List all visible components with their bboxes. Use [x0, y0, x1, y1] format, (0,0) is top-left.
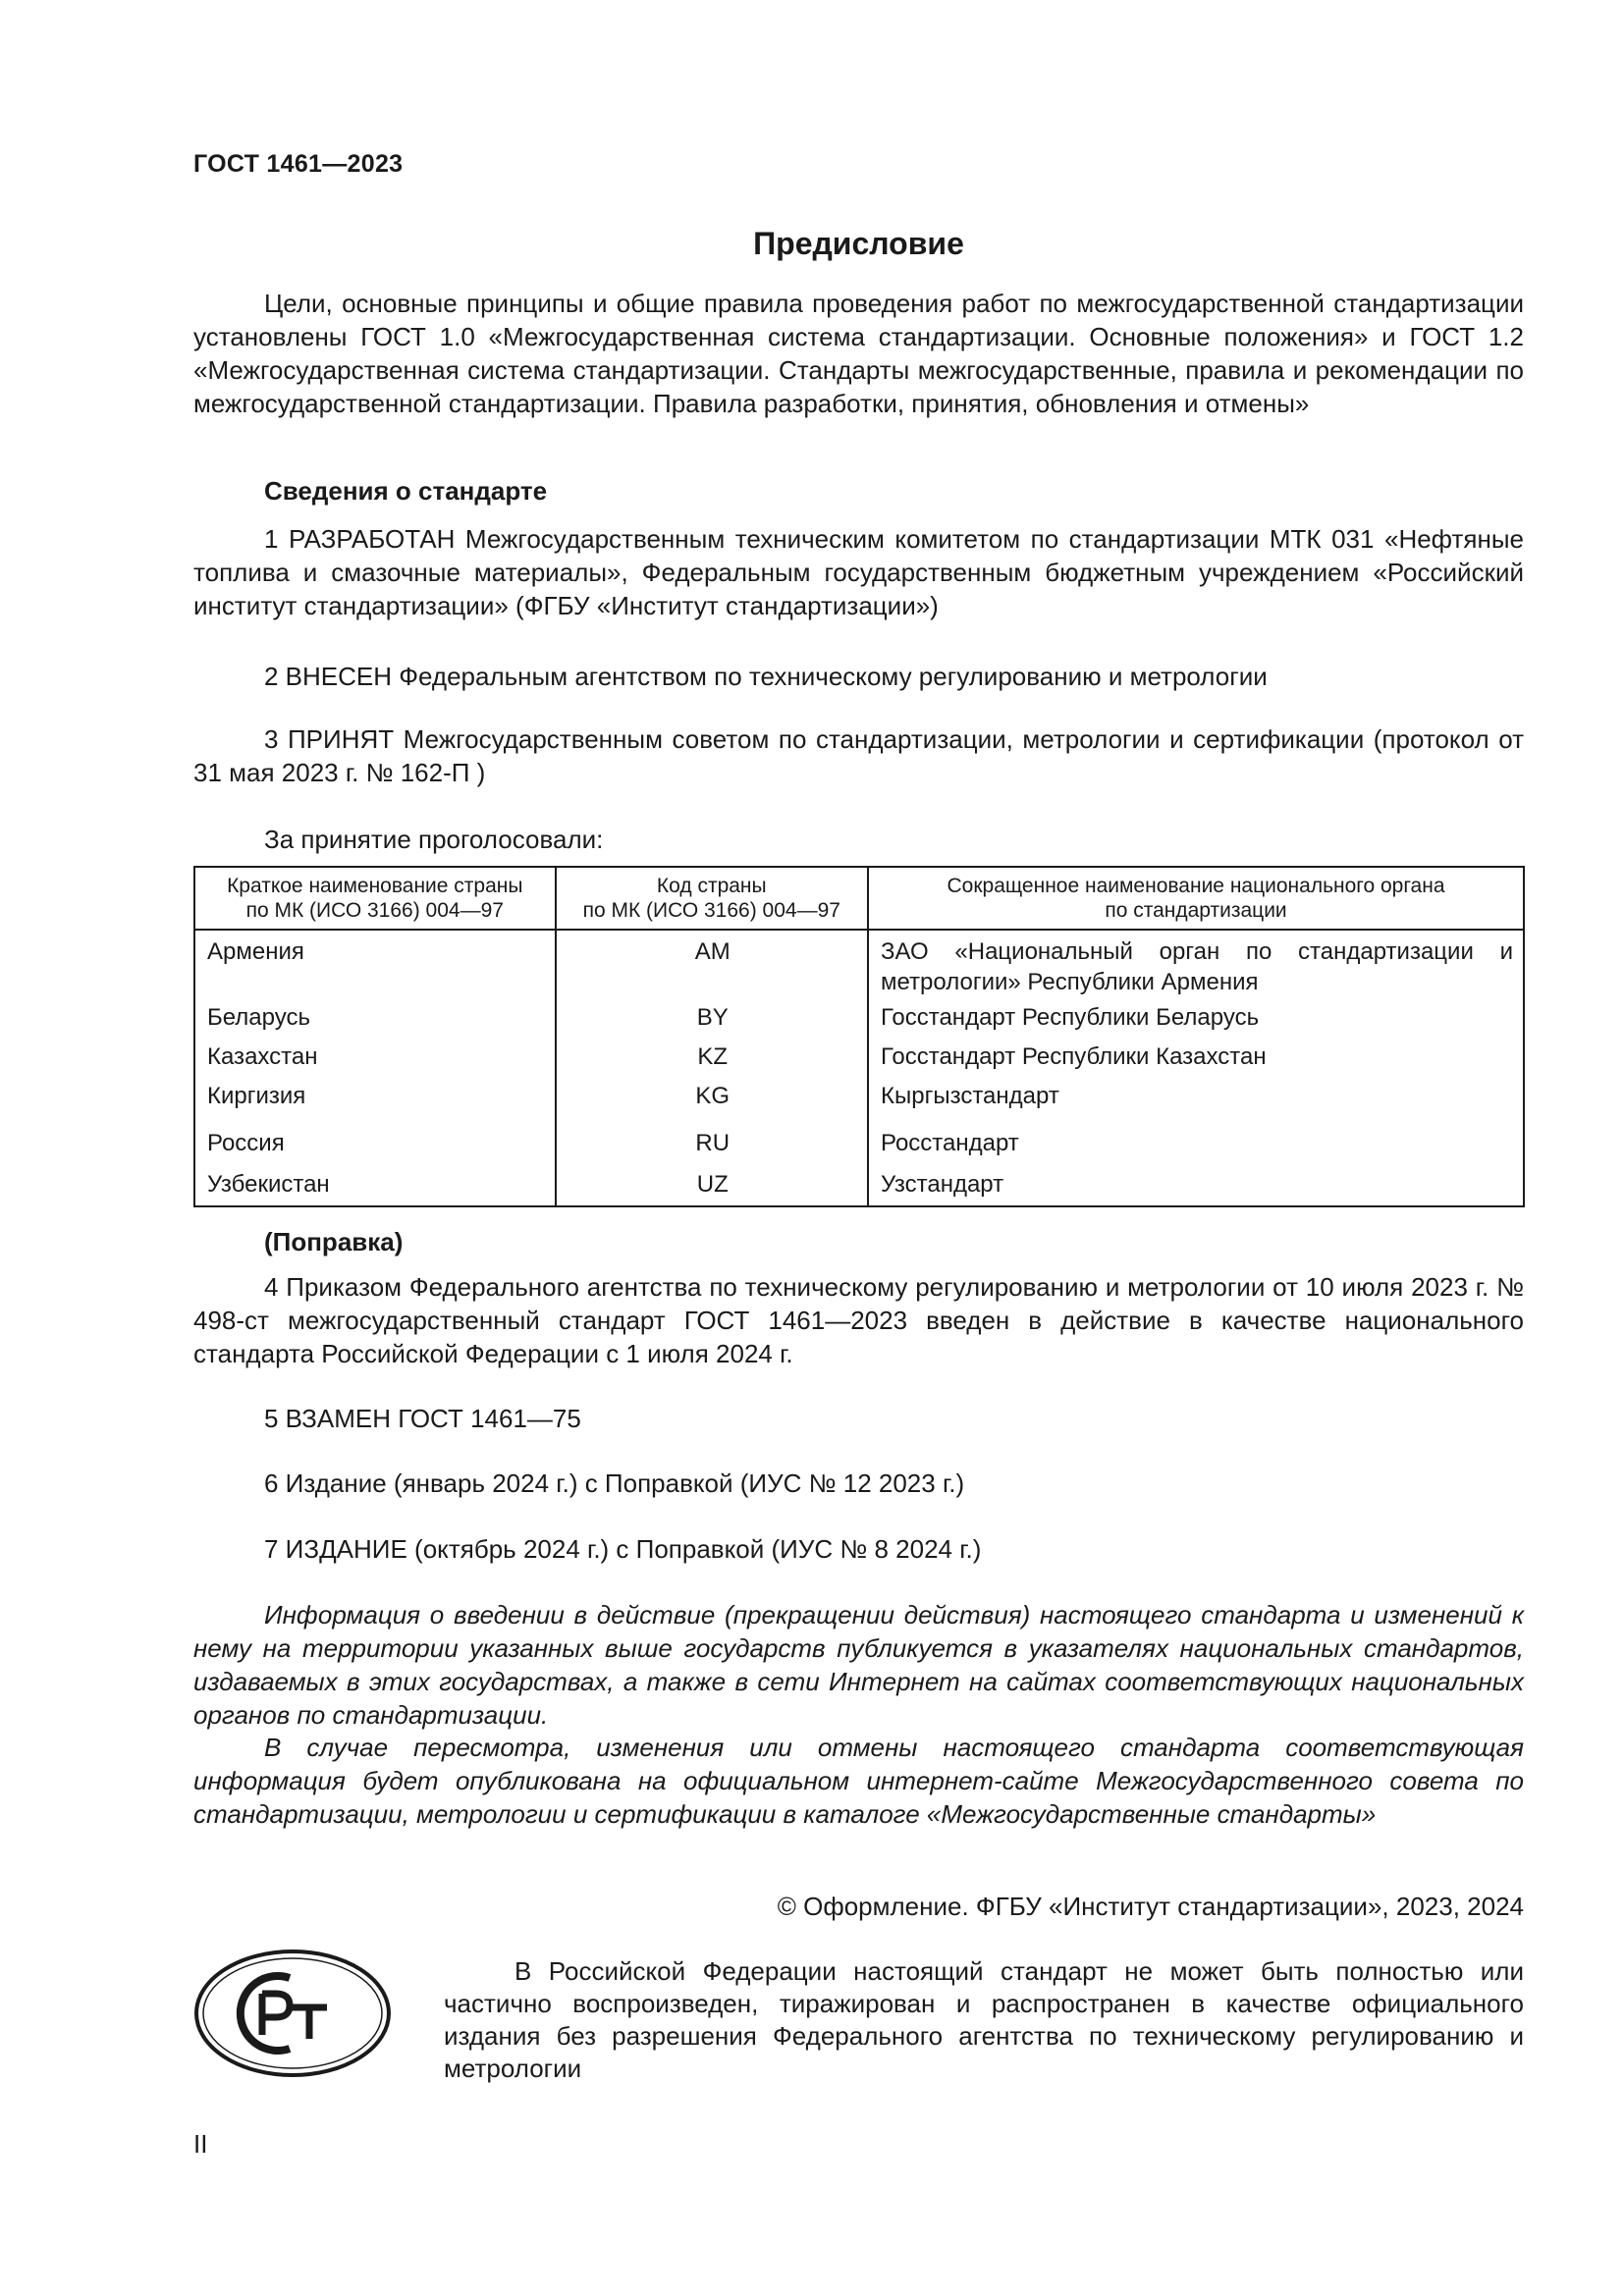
- table-row: [194, 930, 1524, 1000]
- header-country: [194, 867, 556, 930]
- logo-t-mark: [292, 2007, 327, 2039]
- item-6: 6 Издание (январь 2024 г.) с Поправкой (ИУС № 12 2023 г.): [264, 1468, 965, 1498]
- table-header-row: [194, 867, 1524, 930]
- header-code-line2: по МК (ИСО 3166) 004—97: [582, 899, 840, 922]
- header-code-line1: Код страны: [656, 875, 767, 897]
- correction-label: (Поправка): [264, 1227, 404, 1256]
- code-cell: KG: [556, 1079, 868, 1126]
- document-page: [193, 0, 1524, 2296]
- item-7: 7 ИЗДАНИЕ (октябрь 2024 г.) с Поправкой (ИУС № 8 2024 г.): [264, 1534, 982, 1564]
- header-org-line1: Сокращенное наименование национального органа: [947, 875, 1445, 897]
- item-4: 4 Приказом Федерального агентства по техническому регулированию и метрологии от 10 июля 2023 г. № 498-ст межгосударственный стандарт ГОСТ 1461—2023 введен в действие в качестве национального стандарта Российской Федерации с 1 июля 2024 г.: [193, 1272, 1524, 1368]
- header-org: [868, 867, 1524, 930]
- table-row: [194, 1079, 1524, 1126]
- item-1: 1 РАЗРАБОТАН Межгосударственным техническим комитетом по стандартизации МТК 031 «Нефтяные топлива и смазочные материалы», Федеральным государственным бюджетным учреждением «Российский институт стандартизации» (ФГБУ «Институт стандартизации»): [193, 524, 1524, 620]
- table-row: [194, 1126, 1524, 1167]
- item-3: 3 ПРИНЯТ Межгосударственным советом по стандартизации, метрологии и сертификации (протокол от 31 мая 2023 г. № 162-П ): [193, 724, 1524, 787]
- code-cell: RU: [556, 1126, 868, 1167]
- table-row: [194, 1167, 1524, 1206]
- logo-inner-ellipse: [203, 1958, 382, 2068]
- country-cell: Беларусь: [194, 1000, 556, 1040]
- reproduction-notice: В Российской Федерации настоящий стандарт не может быть полностью или частично воспроизведен, тиражирован и распространен в качестве официального издания без разрешения Федерального агентства по техническому регулированию и метрологии: [444, 1956, 1524, 2083]
- info-heading: Сведения о стандарте: [264, 476, 548, 506]
- rst-logo: [193, 1949, 392, 2078]
- org-cell: Кыргызстандарт: [868, 1079, 1524, 1126]
- info-note-2: В случае пересмотра, изменения или отмены настоящего стандарта соответствующая информация будет опубликована на официальном интернет-сайте Межгосударственного совета по стандартизации, метрологии и сертификации в каталоге «Межгосударственные стандарты»: [193, 1733, 1524, 1829]
- item-5: 5 ВЗАМЕН ГОСТ 1461—75: [264, 1404, 581, 1433]
- logo-p-mark: [262, 1994, 290, 2035]
- page-number: II: [193, 2129, 208, 2159]
- logo-outer-ellipse: [196, 1951, 389, 2075]
- copyright-line: © Оформление. ФГБУ «Институт стандартизации», 2023, 2024: [777, 1892, 1524, 1921]
- country-cell: Казахстан: [194, 1040, 556, 1079]
- code-cell: AM: [556, 930, 868, 1000]
- org-cell: ЗАО «Национальный орган по стандартизации и метрологии» Республики Армения: [868, 930, 1524, 1000]
- voting-table: [193, 866, 1525, 1207]
- document-id: ГОСТ 1461—2023: [193, 150, 404, 178]
- org-cell: Росстандарт: [868, 1126, 1524, 1167]
- header-org-line2: по стандартизации: [1105, 899, 1287, 922]
- header-country-line1: Краткое наименование страны: [227, 875, 523, 897]
- country-cell: Узбекистан: [194, 1167, 556, 1206]
- info-note-1: Информация о введении в действие (прекращении действия) настоящего стандарта и изменений к нему на территории указанных выше государств публикуется в указателях национальных стандартов, издаваемых в этих государствах, а также в сети Интернет на сайтах соответствующих национальных органов по стандартизации.: [193, 1600, 1524, 1730]
- country-cell: Киргизия: [194, 1079, 556, 1126]
- org-cell: Госстандарт Республики Казахстан: [868, 1040, 1524, 1079]
- org-cell: Узстандарт: [868, 1167, 1524, 1206]
- code-cell: BY: [556, 1000, 868, 1040]
- header-code: [556, 867, 868, 930]
- header-country-line2: по МК (ИСО 3166) 004—97: [245, 899, 504, 922]
- country-cell: Россия: [194, 1126, 556, 1167]
- table-row: [194, 1040, 1524, 1079]
- country-cell: Армения: [194, 930, 556, 1000]
- intro-paragraph: Цели, основные принципы и общие правила проведения работ по межгосударственной стандартизации установлены ГОСТ 1.0 «Межгосударственная система стандартизации. Основные положения» и ГОСТ 1.2 «Межгосударственная система стандартизации. Стандарты межгосударственные, правила и рекомендации по межгосударственной стандартизации. Правила разработки, принятия, обновления и отмены»: [193, 289, 1524, 418]
- code-cell: UZ: [556, 1167, 868, 1206]
- item-2: 2 ВНЕСЕН Федеральным агентством по техническому регулированию и метрологии: [264, 662, 1268, 691]
- code-cell: KZ: [556, 1040, 868, 1079]
- table-row: [194, 1000, 1524, 1040]
- vote-intro: За принятие проголосовали:: [264, 825, 604, 854]
- org-cell: Госстандарт Республики Беларусь: [868, 1000, 1524, 1040]
- page-title: Предисловие: [753, 226, 964, 261]
